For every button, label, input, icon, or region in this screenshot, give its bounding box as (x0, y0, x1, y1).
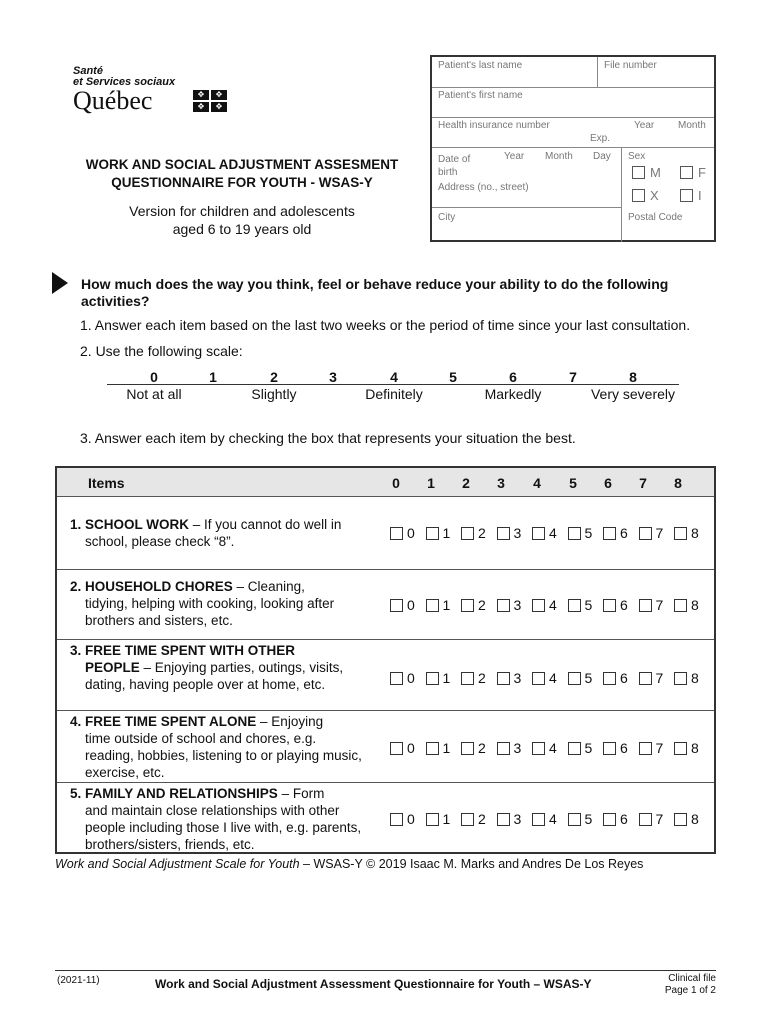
rating-option-label: 5 (584, 525, 593, 541)
rating-checkbox[interactable] (532, 599, 545, 612)
rating-option-label: 8 (691, 670, 699, 686)
rating-option[interactable] (390, 811, 426, 827)
rating-option[interactable] (532, 597, 568, 613)
rating-checkbox[interactable] (426, 742, 439, 755)
rating-checkbox[interactable] (461, 813, 474, 826)
rating-option-label: 3 (513, 597, 522, 613)
city-field[interactable]: City (438, 212, 456, 223)
rating-option[interactable] (461, 740, 497, 756)
rating-checkbox[interactable] (461, 742, 474, 755)
rating-option[interactable] (390, 525, 426, 541)
file-number-field[interactable]: File number (604, 60, 657, 71)
rating-option[interactable] (568, 525, 604, 541)
rating-option-label: 7 (655, 670, 664, 686)
rating-checkbox[interactable] (568, 742, 581, 755)
table-header (57, 468, 714, 497)
rating-option[interactable] (532, 811, 568, 827)
rating-option-label: 6 (620, 525, 628, 541)
rating-option[interactable] (426, 597, 462, 613)
rating-option[interactable] (532, 740, 568, 756)
logo-line-3: Québec (73, 86, 153, 115)
rating-checkbox[interactable] (390, 672, 403, 685)
table-row (57, 711, 714, 783)
sex-f-label: F (698, 165, 706, 180)
rating-option-label: 0 (407, 670, 415, 686)
rating-checkbox[interactable] (603, 813, 616, 826)
rating-option[interactable] (603, 811, 639, 827)
rating-checkbox[interactable] (532, 527, 545, 540)
rating-option[interactable] (497, 597, 533, 613)
rating-option-label: 0 (407, 740, 415, 756)
rating-option-label: 7 (655, 740, 664, 756)
table-row (57, 497, 714, 570)
items-column-header: Items (88, 475, 125, 491)
rating-checkbox[interactable] (674, 672, 687, 685)
rating-option[interactable] (674, 525, 710, 541)
rating-checkbox[interactable] (532, 742, 545, 755)
rating-option-label: 1 (442, 670, 451, 686)
rating-option[interactable] (674, 811, 710, 827)
rating-option-label: 5 (584, 740, 593, 756)
rating-checkbox[interactable] (426, 527, 439, 540)
copyright-credit: Work and Social Adjustment Scale for Youth – WSAS-Y © 2019 Isaac M. Marks and Andres De Los Reyes (55, 857, 644, 871)
rating-option[interactable] (497, 740, 533, 756)
rating-option[interactable] (461, 670, 497, 686)
rating-option-label: 8 (691, 811, 699, 827)
header-number: 0 (392, 475, 400, 491)
fleur-de-lis-flag-icon: ✥ ✥ ✥ ✥ (193, 90, 227, 112)
sex-x-checkbox[interactable] (632, 189, 645, 202)
header-number: 5 (569, 475, 577, 491)
rating-option-label: 2 (478, 811, 486, 827)
rating-checkbox[interactable] (603, 672, 616, 685)
rating-option-label: 1 (442, 525, 451, 541)
instruction-step-1: 1. Answer each item based on the last two weeks or the period of time since your last consultation. (80, 317, 691, 333)
rating-checkbox[interactable] (568, 672, 581, 685)
table-row (57, 640, 714, 711)
rating-option-label: 6 (620, 811, 628, 827)
rating-checkbox[interactable] (568, 599, 581, 612)
rating-checkbox[interactable] (497, 742, 510, 755)
rating-checkbox[interactable] (497, 599, 510, 612)
rating-option[interactable] (426, 740, 462, 756)
health-insurance-field[interactable]: Health insurance number (438, 120, 550, 131)
rating-checkbox[interactable] (639, 672, 652, 685)
rating-option-label: 2 (478, 525, 486, 541)
rating-option-label: 7 (655, 811, 664, 827)
rating-option-label: 8 (691, 740, 699, 756)
items-table (55, 466, 716, 854)
exp-year-label: Year (634, 120, 655, 131)
rating-options (390, 525, 710, 541)
rating-option-label: 5 (584, 670, 593, 686)
form-subtitle-line-1: Version for children and adolescents (129, 203, 355, 219)
rating-option-label: 0 (407, 597, 415, 613)
rating-checkbox[interactable] (674, 742, 687, 755)
rating-checkbox[interactable] (603, 527, 616, 540)
rating-checkbox[interactable] (674, 813, 687, 826)
rating-checkbox[interactable] (639, 742, 652, 755)
scale-label: Not at all (126, 386, 182, 402)
rating-options (390, 740, 710, 756)
rating-option[interactable] (674, 740, 710, 756)
item-text: 4. FREE TIME SPENT ALONE – Enjoying time outside of school and chores, e.g. reading, hobbies, listening to or playing music, exercise, etc. (70, 714, 362, 780)
exp-month-label: Month (678, 120, 706, 131)
rating-checkbox[interactable] (532, 672, 545, 685)
scale-number: 2 (270, 369, 278, 385)
instruction-step-3: 3. Answer each item by checking the box that represents your situation the best. (80, 430, 576, 446)
scale-label: Very severely (590, 386, 676, 402)
rating-option-label: 6 (620, 597, 628, 613)
dob-label-line-1: Date of (438, 154, 471, 165)
rating-option[interactable] (639, 525, 675, 541)
rating-option[interactable] (461, 525, 497, 541)
rating-checkbox[interactable] (568, 527, 581, 540)
rating-option-label: 4 (549, 811, 557, 827)
rating-option[interactable] (390, 670, 426, 686)
rating-checkbox[interactable] (603, 742, 616, 755)
rating-option[interactable] (603, 597, 639, 613)
rating-option[interactable] (497, 811, 533, 827)
rating-checkbox[interactable] (426, 813, 439, 826)
rating-options (390, 811, 710, 827)
rating-checkbox[interactable] (674, 527, 687, 540)
rating-option[interactable] (532, 670, 568, 686)
dob-year-field[interactable]: Year (504, 151, 525, 162)
rating-option-label: 0 (407, 811, 415, 827)
rating-checkbox[interactable] (390, 599, 403, 612)
header-number: 1 (427, 475, 435, 491)
rating-option-label: 0 (407, 525, 415, 541)
exp-label: Exp. (590, 133, 611, 144)
rating-option-label: 2 (478, 597, 486, 613)
sex-m-checkbox[interactable] (632, 166, 645, 179)
logo-line-2: et Services sociaux (73, 76, 176, 88)
rating-option-label: 1 (442, 597, 451, 613)
rating-option-label: 7 (655, 597, 664, 613)
rating-option[interactable] (461, 597, 497, 613)
rating-option[interactable] (532, 525, 568, 541)
rating-option-label: 2 (478, 740, 486, 756)
rating-option-label: 3 (513, 525, 522, 541)
form-title-line-2: QUESTIONNAIRE FOR YOUTH - WSAS-Y (111, 175, 373, 190)
rating-option[interactable] (639, 811, 675, 827)
rating-option[interactable] (426, 811, 462, 827)
scale-number: 8 (629, 369, 637, 385)
form-code: (2021-11) (57, 975, 100, 986)
rating-option-label: 8 (691, 525, 699, 541)
rating-option[interactable] (568, 670, 604, 686)
rating-option-label: 8 (691, 597, 699, 613)
sex-label: Sex (628, 151, 646, 162)
item-text: 5. FAMILY AND RELATIONSHIPS – Form and maintain close relationships with other people including those I live with, e.g. parents, brothers/sisters, friends, etc. (70, 786, 362, 852)
logo-line-1: Santé (73, 65, 103, 77)
rating-checkbox[interactable] (639, 813, 652, 826)
scale-label: Definitely (365, 386, 423, 402)
rating-checkbox[interactable] (426, 672, 439, 685)
sex-i-label: I (698, 188, 702, 203)
footer-title: Work and Social Adjustment Assessment Questionnaire for Youth – WSAS-Y (155, 977, 592, 991)
scale-number: 1 (209, 369, 217, 385)
table-row (57, 570, 714, 640)
scale-label: Slightly (251, 386, 297, 402)
arrow-icon (52, 272, 68, 294)
rating-checkbox[interactable] (390, 813, 403, 826)
rating-checkbox[interactable] (568, 813, 581, 826)
rating-option-label: 4 (549, 525, 557, 541)
rating-checkbox[interactable] (497, 672, 510, 685)
scale-number: 3 (329, 369, 337, 385)
rating-option-label: 3 (513, 670, 522, 686)
rating-checkbox[interactable] (639, 527, 652, 540)
address-field[interactable]: Address (no., street) (438, 182, 529, 193)
item-text: 2. HOUSEHOLD CHORES – Cleaning, tidying, helping with cooking, looking after brothers and sisters, etc. (70, 579, 335, 628)
dob-label-line-2: birth (438, 167, 458, 178)
rating-checkbox[interactable] (461, 599, 474, 612)
form-subtitle-line-2: aged 6 to 19 years old (172, 221, 312, 237)
rating-option[interactable] (639, 670, 675, 686)
rating-option-label: 4 (549, 597, 557, 613)
rating-checkbox[interactable] (497, 813, 510, 826)
quebec-logo (73, 65, 223, 115)
header-number: 2 (462, 475, 470, 491)
rating-checkbox[interactable] (426, 599, 439, 612)
first-name-field[interactable]: Patient's first name (438, 90, 523, 101)
rating-checkbox[interactable] (639, 599, 652, 612)
rating-option[interactable] (568, 740, 604, 756)
table-row (57, 783, 714, 852)
scale-number: 5 (449, 369, 457, 385)
rating-checkbox[interactable] (461, 527, 474, 540)
rating-option[interactable] (426, 670, 462, 686)
rating-options (390, 597, 710, 613)
dob-month-field[interactable]: Month (545, 151, 573, 162)
rating-checkbox[interactable] (390, 527, 403, 540)
rating-option-label: 6 (620, 670, 628, 686)
rating-option[interactable] (390, 740, 426, 756)
rating-option-label: 4 (549, 670, 557, 686)
rating-option[interactable] (461, 811, 497, 827)
rating-option-label: 5 (584, 811, 593, 827)
rating-checkbox[interactable] (674, 599, 687, 612)
rating-option[interactable] (497, 670, 533, 686)
rating-checkbox[interactable] (390, 742, 403, 755)
rating-option-label: 3 (513, 811, 522, 827)
dob-day-field[interactable]: Day (593, 151, 611, 162)
rating-option[interactable] (674, 670, 710, 686)
form-title-line-1: WORK AND SOCIAL ADJUSTMENT ASSESMENT (85, 157, 399, 172)
rating-option-label: 3 (513, 740, 522, 756)
rating-option-label: 5 (584, 597, 593, 613)
rating-option[interactable] (568, 597, 604, 613)
header-number: 3 (497, 475, 505, 491)
rating-option-label: 1 (442, 740, 451, 756)
rating-option[interactable] (497, 525, 533, 541)
rating-option[interactable] (426, 525, 462, 541)
rating-option-label: 2 (478, 670, 486, 686)
rating-option-label: 7 (655, 525, 664, 541)
sex-f-checkbox[interactable] (680, 166, 693, 179)
rating-option[interactable] (603, 525, 639, 541)
rating-option[interactable] (639, 740, 675, 756)
scale-label: Markedly (484, 386, 542, 402)
rating-checkbox[interactable] (532, 813, 545, 826)
instruction-step-2: 2. Use the following scale: (80, 343, 243, 359)
rating-checkbox[interactable] (603, 599, 616, 612)
rating-option-label: 1 (442, 811, 451, 827)
rating-option[interactable] (674, 597, 710, 613)
footer-page-info: Clinical file Page 1 of 2 (664, 973, 716, 996)
patient-identification-box (430, 55, 716, 242)
rating-option[interactable] (603, 670, 639, 686)
header-number: 7 (639, 475, 647, 491)
rating-options (390, 670, 710, 686)
rating-option[interactable] (639, 597, 675, 613)
rating-option[interactable] (568, 811, 604, 827)
last-name-field[interactable]: Patient's last name (438, 60, 523, 71)
rating-checkbox[interactable] (497, 527, 510, 540)
rating-option-label: 4 (549, 740, 557, 756)
scale-number: 7 (569, 369, 577, 385)
sex-m-label: M (650, 165, 661, 180)
sex-x-label: X (650, 188, 659, 203)
item-text: 3. FREE TIME SPENT WITH OTHER PEOPLE – Enjoying parties, outings, visits, dating, having people over at home, etc. (70, 643, 344, 692)
rating-checkbox[interactable] (461, 672, 474, 685)
scale-number: 6 (509, 369, 517, 385)
header-number: 4 (533, 475, 541, 491)
header-number: 6 (604, 475, 612, 491)
sex-i-checkbox[interactable] (680, 189, 693, 202)
scale-number: 0 (150, 369, 158, 385)
scale-number: 4 (390, 369, 398, 385)
rating-option-label: 6 (620, 740, 628, 756)
rating-option[interactable] (390, 597, 426, 613)
page-footer (55, 970, 716, 1010)
main-question: How much does the way you think, feel or behave reduce your ability to do the following activities? (81, 276, 669, 309)
rating-option[interactable] (603, 740, 639, 756)
item-text: 1. SCHOOL WORK – If you cannot do well in school, please check “8”. (70, 517, 342, 549)
header-number: 8 (674, 475, 682, 491)
postal-code-field[interactable]: Postal Code (628, 212, 683, 223)
